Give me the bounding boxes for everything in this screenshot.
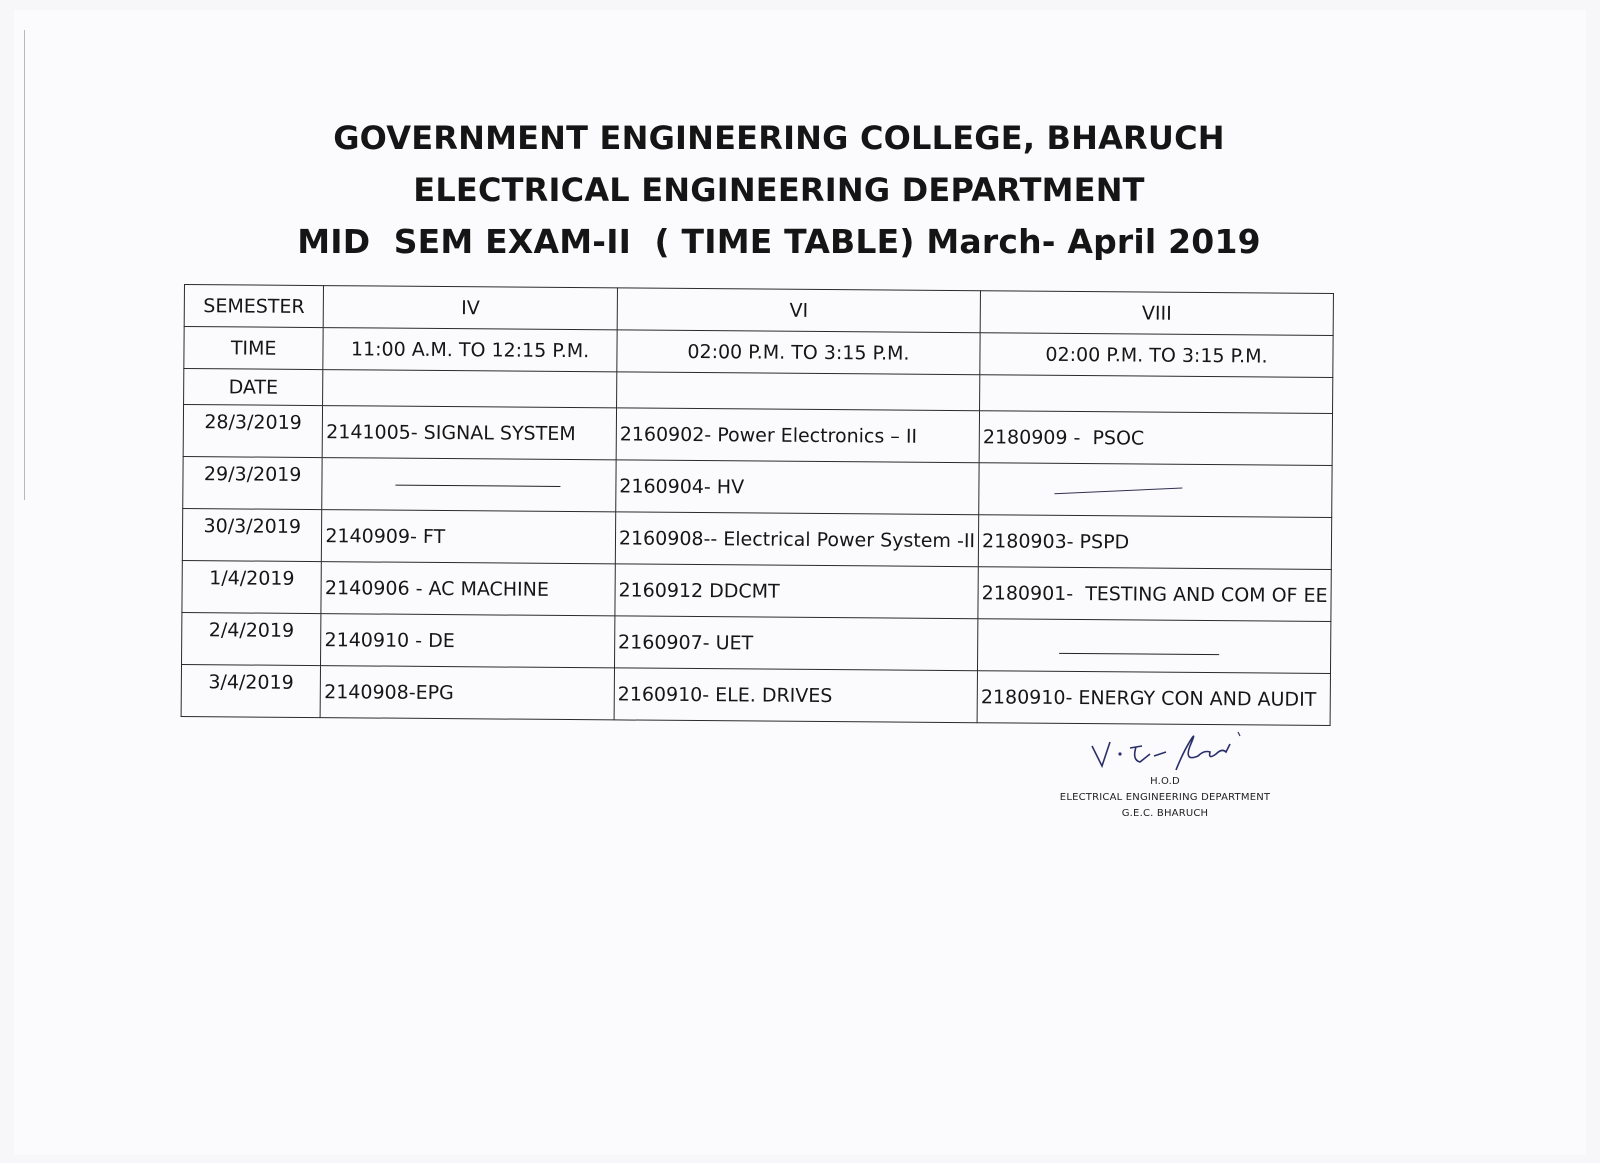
exam-iv: 2140909- FT <box>322 510 616 564</box>
hod-department: ELECTRICAL ENGINEERING DEPARTMENT <box>1059 792 1271 803</box>
exam-viii: 2180901- TESTING AND COM OF EE <box>978 567 1331 622</box>
exam-viii: 2180910- ENERGY CON AND AUDIT <box>977 671 1330 726</box>
semester-viii: VIII <box>980 291 1333 336</box>
exam-date: 2/4/2019 <box>182 612 322 665</box>
time-vi: 02:00 P.M. TO 3:15 P.M. <box>617 330 981 375</box>
exam-date: 30/3/2019 <box>182 508 322 561</box>
time-iv: 11:00 A.M. TO 12:15 P.M. <box>323 328 617 372</box>
exam-viii: 2180903- PSPD <box>978 515 1331 570</box>
table-row <box>182 612 1331 673</box>
empty-cell <box>323 370 617 408</box>
no-exam-dash <box>1055 487 1183 494</box>
table-row <box>182 508 1331 569</box>
exam-vi: 2160910- ELE. DRIVES <box>614 668 978 723</box>
department-name: ELECTRICAL ENGINEERING DEPARTMENT <box>413 171 1145 209</box>
no-exam-dash <box>396 484 561 486</box>
table-row <box>182 560 1331 621</box>
semester-label: SEMESTER <box>184 285 324 328</box>
date-label: DATE <box>184 369 324 406</box>
table-row <box>181 664 1330 725</box>
empty-cell <box>616 372 979 411</box>
exam-vi: 2160907- UET <box>614 616 978 671</box>
exam-vi: 2160902- Power Electronics – II <box>616 408 980 463</box>
exam-vi: 2160904- HV <box>616 460 980 515</box>
hod-signature-block <box>1050 730 1280 822</box>
timetable <box>181 284 1334 726</box>
no-exam-cell <box>979 463 1332 518</box>
no-exam-dash <box>1059 652 1219 654</box>
table-row <box>183 456 1332 517</box>
table-row <box>183 405 1332 466</box>
semester-iv: IV <box>324 286 618 330</box>
college-name: GOVERNMENT ENGINEERING COLLEGE, BHARUCH <box>333 119 1225 157</box>
exam-iv: 2140906 - AC MACHINE <box>321 562 615 616</box>
exam-vi: 2160912 DDCMT <box>615 564 979 619</box>
exam-date: 28/3/2019 <box>183 405 323 458</box>
no-exam-cell <box>322 458 616 512</box>
exam-viii: 2180909 - PSOC <box>979 411 1332 466</box>
exam-iv: 2140910 - DE <box>321 614 615 668</box>
time-viii: 02:00 P.M. TO 3:15 P.M. <box>980 333 1333 378</box>
document-heading <box>14 112 1544 268</box>
exam-date: 1/4/2019 <box>182 560 322 613</box>
exam-vi: 2160908-- Electrical Power System -II <box>615 512 979 567</box>
exam-iv: 2140908-EPG <box>320 666 614 720</box>
exam-iv: 2141005- SIGNAL SYSTEM <box>323 406 617 460</box>
semester-vi: VI <box>617 288 981 333</box>
exam-title: MID SEM EXAM-II ( TIME TABLE) March- April 2019 <box>297 222 1261 261</box>
exam-date: 3/4/2019 <box>181 664 321 717</box>
hod-title: H.O.D <box>1150 776 1180 787</box>
time-label: TIME <box>184 327 324 370</box>
handwritten-signature <box>1080 730 1250 774</box>
empty-cell <box>980 375 1333 414</box>
hod-institution: G.E.C. BHARUCH <box>1121 808 1209 819</box>
no-exam-cell <box>978 619 1331 674</box>
exam-date: 29/3/2019 <box>183 456 323 509</box>
